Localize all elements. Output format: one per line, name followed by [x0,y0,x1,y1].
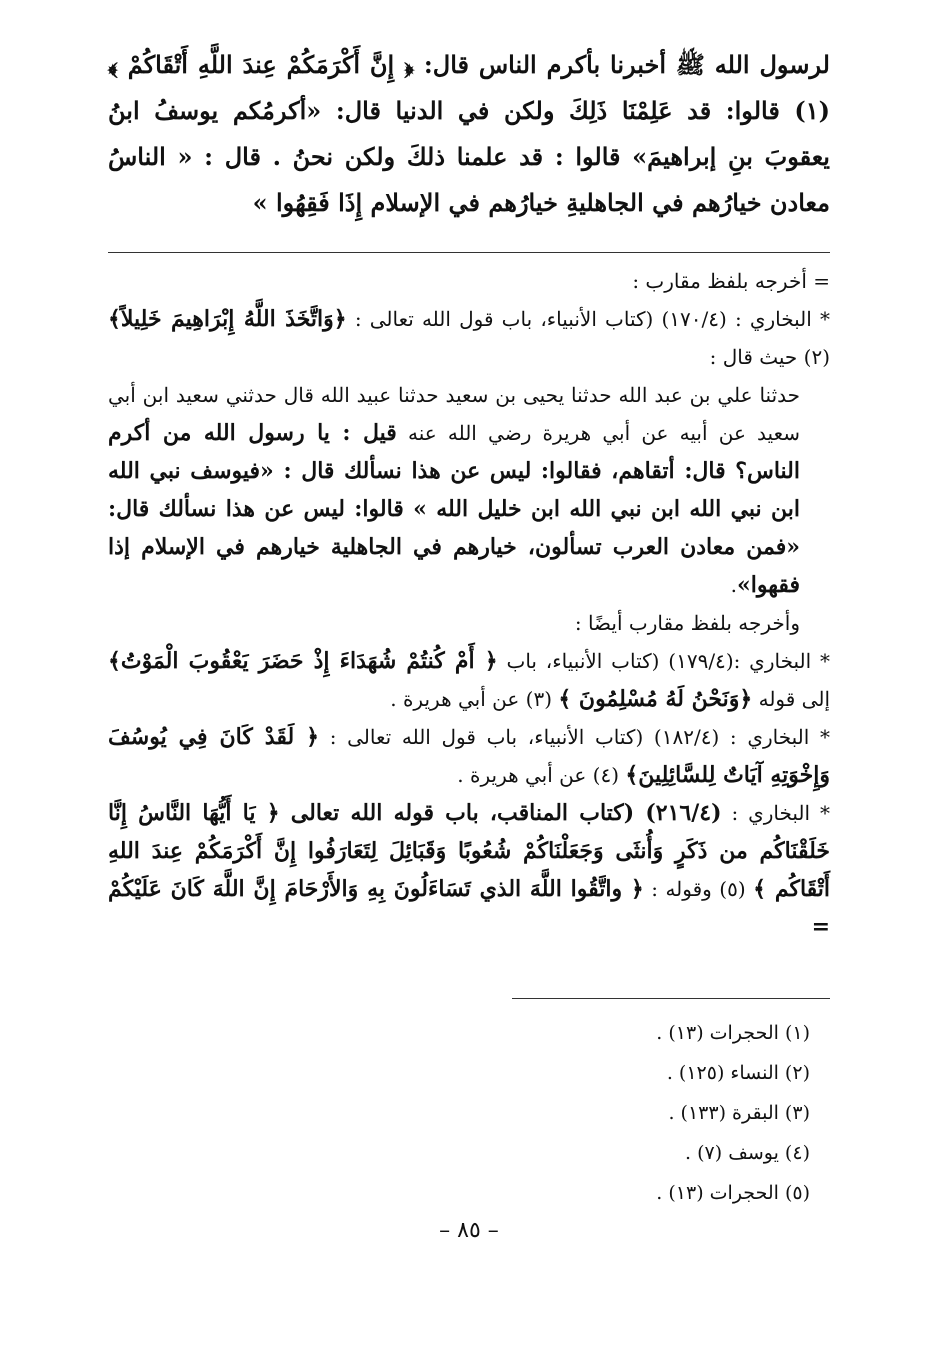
note-5-text: * البخاري :(١٧٩/٤) (كتاب الأنبياء، باب [506,649,831,673]
notes-section [108,262,830,946]
main-separator [108,252,830,253]
note-7-verse-1: (٢١٦/٤) (كتاب المناقب، باب قوله الله تعالى ﴿ يَا أَيُّهَا النَّاسُ إِنَّا خَلَقْنَاكُم من ذَكَرٍ وَأُنثَى وَجَعَلْنَاكُمْ شُعُوبًا وَقَبَائِلَ لِتَعَارَفُوا إِنَّ أَكْرَمَكُمْ عِندَ اللهِ أَتْقَاكُم ﴾ [108,800,831,902]
note-line-4 [108,604,830,642]
note-line-1 [108,262,830,300]
note-4: وأخرجه بلفظ مقارب أيضًا : [574,611,800,635]
note-line-2 [108,300,830,376]
footnote-3: (٣) البقرة (١٣٣) . [668,1102,810,1124]
note-7-text: * البخاري : [731,801,830,825]
note-line-3 [108,376,830,604]
note-5-verse-2: ﴿وَنَحْنُ لَهُ مُسْلِمُونَ ﴾ [558,686,753,712]
footnote-separator [512,998,830,999]
main-text: لرسول الله ﷺ أخبرنا بأكرم الناس قال: ﴿ إِنَّ أَكْرَمَكُمْ عِندَ اللَّهِ أَتْقَاكُمْ ﴾ (١) قالوا: قد عَلِمْنَا ذَلِكَ ولكن في الدنيا قال: «أكرمُكم يوسفُ ابنُ يعقوبَ بنِ إبراهيمَ» قالوا : قد علمنا ذلكَ ولكن نحنُ . قال : « الناسُ معادن خيارُهم في الجاهليةِ خيارُهم في الإسلام إِذَا فَقِهُوا » [108,50,830,217]
note-2-tail: (٢) حيث قال : [709,345,830,369]
note-7-mid: (٥) وقوله : [651,877,746,901]
note-3-tail: . [730,573,737,597]
note-6-tail: (٤) عن أبي هريرة . [457,763,620,787]
note-3-text: حدثنا علي بن عبد الله حدثنا يحيى بن سعيد حدثنا عبيد الله قال حدثني سعيد ابن أبي سعيد عن أبيه عن أبي هريرة رضي الله عنه [108,383,800,445]
footnote-4: (٤) يوسف (٧) . [685,1142,810,1164]
note-3-hadith: قيل : يا رسول الله من أكرم الناس؟ قال: أتقاهم، فقالوا: ليس عن هذا نسألك قال : «فيوسف نبي الله ابن نبي الله ابن نبي الله ابن خليل الله » قالوا: ليس عن هذا نسألك قال: «فمن معادن العرب تسألون، خيارهم في الجاهلية خيارهم في الإسلام إذا فقهوا» [108,420,800,598]
note-7-verse-2: ﴿ واتَّقُوا اللَّهَ الذي تَسَاءَلُونَ بِهِ وَالأَرْحَامَ إِنَّ اللَّهَ كَانَ عَلَيْكُمْ = [108,876,830,940]
note-line-5 [108,642,830,718]
note-6-verse: ﴿ لَقَدْ كَانَ فِي يُوسُفَ وَإِخْوَتِهِ آيَاتٌ لِلسَّائِلِينَ﴾ [108,724,830,788]
footnote-5: (٥) الحجرات (١٣) . [656,1182,810,1204]
note-line-7 [108,794,830,946]
note-5-mid: إلى قوله [758,687,830,711]
note-6-text: * البخاري : (١٨٢/٤) (كتاب الأنبياء، باب قول الله تعالى : [329,725,830,749]
page-number: – ٨٥ – [439,1218,499,1243]
note-2-verse: ﴿وَاتَّخَذَ اللَّهُ إِبْرَاهِيمَ خَلِيلاً﴾ [108,306,347,332]
footnote-1: (١) الحجرات (١٣) . [656,1022,810,1044]
note-2-text: * البخاري : (١٧٠/٤) (كتاب الأنبياء، باب قول الله تعالى : [354,307,830,331]
note-5-verse-1: ﴿ أَمْ كُنتُمْ شُهَدَاءَ إِذْ حَضَرَ يَعْقُوبَ الْمَوْتُ﴾ [108,648,498,674]
note-5-tail: (٣) عن أبي هريرة . [390,687,552,711]
note-line-6 [108,718,830,794]
footnote-2: (٢) النساء (١٢٥) . [666,1062,810,1084]
note-1: = أخرجه بلفظ مقارب : [632,269,830,293]
